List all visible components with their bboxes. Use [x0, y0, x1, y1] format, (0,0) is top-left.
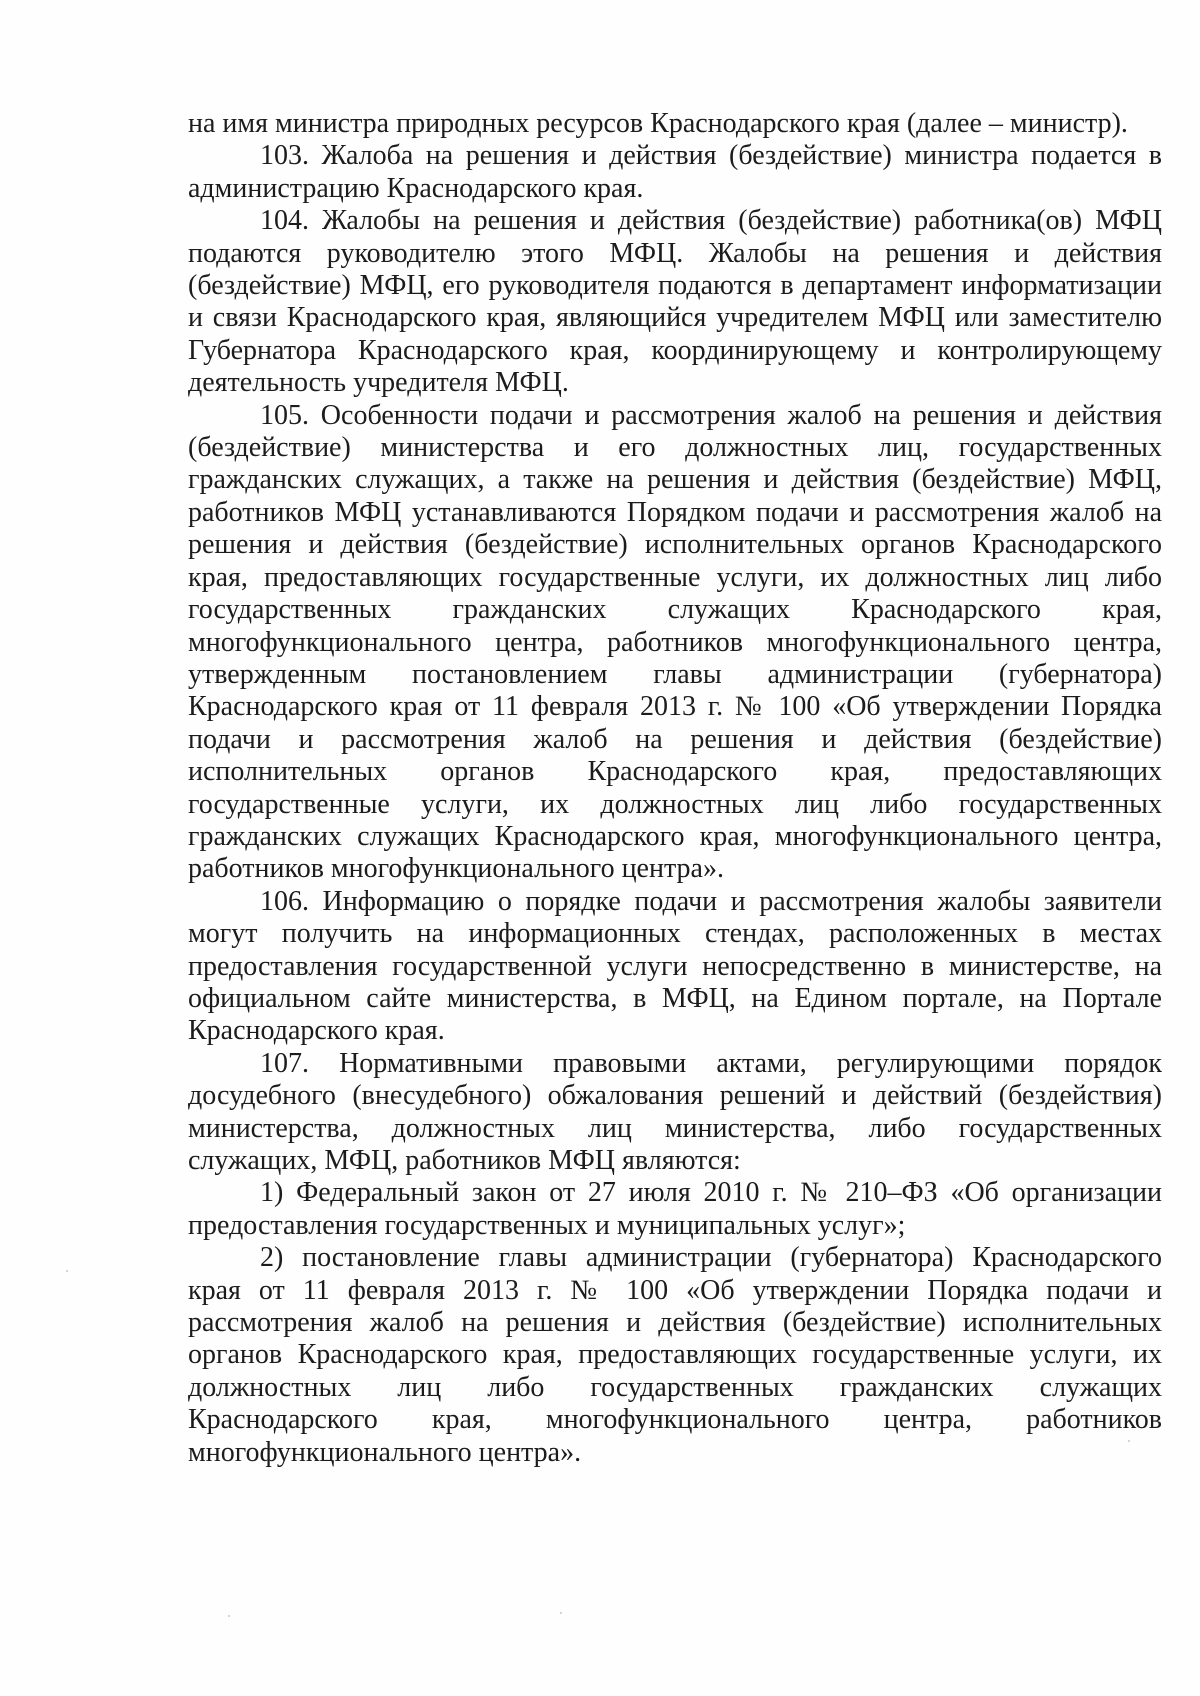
paragraph-continuation: на имя министра природных ресурсов Краснодарского края (далее – министр).: [188, 108, 1128, 139]
paragraph-107: 107. Нормативными правовыми актами, регулирующими порядок досудебного (внесудебного) обжалования решений и действий (бездействия) министерства, должностных лиц министерства, либо государственных служащих, МФЦ, работников МФЦ являются:: [188, 1047, 1162, 1176]
paragraph-104: 104. Жалобы на решения и действия (бездействие) работника(ов) МФЦ подаются руководителю этого МФЦ. Жалобы на решения и действия (бездействие) МФЦ, его руководителя подаются в департамент информатизации и связи Краснодарского края, являющийся учредителем МФЦ или заместителю Губернатора Краснодарского края, координирующему и контролирующему деятельность учредителя МФЦ.: [188, 205, 1162, 399]
document-body: [188, 108, 1162, 1469]
paragraph-105: 105. Особенности подачи и рассмотрения жалоб на решения и действия (бездействие) министерства и его должностных лиц, государственных гражданских служащих, а также на решения и действия (бездействие) МФЦ, работников МФЦ устанавливаются Порядком подачи и рассмотрения жалоб на решения и действия (бездействие) исполнительных органов Краснодарского края, предоставляющих государственные услуги, их должностных лиц либо государственных гражданских служащих Краснодарского края, многофункционального центра, работников многофункционального центра, утвержденным постановлением главы администрации (губернатора) Краснодарского края от 11 февраля 2013 г. № 100 «Об утверждении Порядка подачи и рассмотрения жалоб на решения и действия (бездействие) исполнительных органов Краснодарского края, предоставляющих государственные услуги, их должностных лиц либо государственных гражданских служащих Краснодарского края, многофункционального центра, работников многофункционального центра».: [188, 399, 1162, 885]
list-item-2: 2) постановление главы администрации (губернатора) Краснодарского края от 11 февраля 2013 г. № 100 «Об утверждении Порядка подачи и рассмотрения жалоб на решения и действия (бездействие) исполнительных органов Краснодарского края, предоставляющих государственные услуги, их должностных лиц либо государственных гражданских служащих Краснодарского края, многофункционального центра, работников многофункционального центра».: [188, 1242, 1162, 1468]
paragraph-103: 103. Жалоба на решения и действия (бездействие) министра подается в администрацию Краснодарского края.: [188, 140, 1162, 204]
scan-speck: [228, 1615, 230, 1617]
scan-speck: [1128, 1440, 1130, 1442]
paragraph-106: 106. Информацию о порядке подачи и рассмотрения жалобы заявители могут получить на информационных стендах, расположенных в местах предоставления государственной услуги непосредственно в министерстве, на официальном сайте министерства, в МФЦ, на Едином портале, на Портале Краснодарского края.: [188, 885, 1162, 1047]
list-item-1: 1) Федеральный закон от 27 июля 2010 г. № 210–ФЗ «Об организации предоставления государственных и муниципальных услуг»;: [188, 1177, 1162, 1241]
scan-speck: [560, 1612, 562, 1614]
scan-speck: [66, 1270, 68, 1272]
